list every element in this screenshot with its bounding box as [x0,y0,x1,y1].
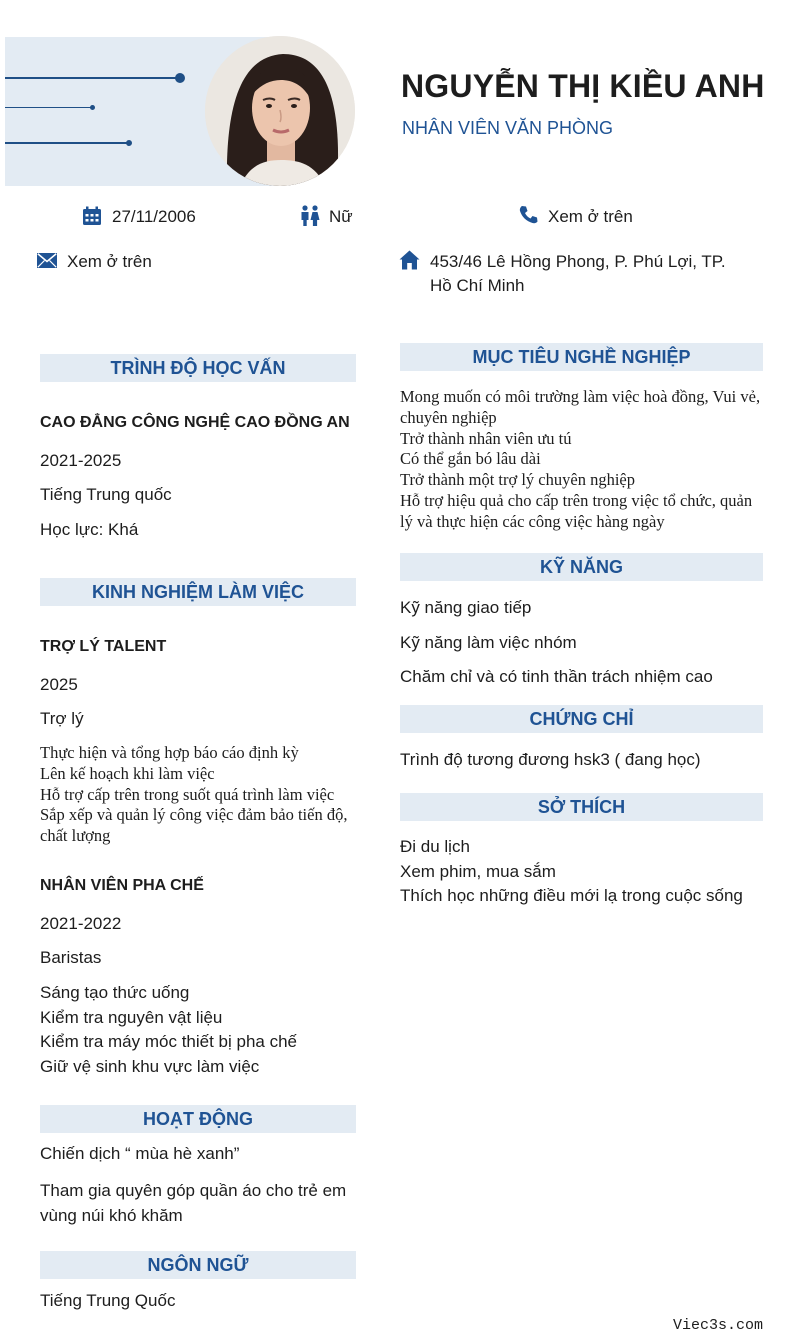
education-heading: TRÌNH ĐỘ HỌC VẤN [40,354,356,382]
objective-lines [400,387,766,533]
gender-icon [300,205,320,227]
languages-heading: NGÔN NGỮ [40,1251,356,1279]
birthday-text: 27/11/2006 [112,207,196,226]
hobbies-list [400,835,743,909]
profile-photo [205,36,355,186]
job1-duties [40,743,356,847]
certificates-heading: CHỨNG CHỈ [400,705,763,733]
skill-item: Kỹ năng làm việc nhóm [400,633,577,652]
decorative-dot [90,105,95,110]
list-item: Hỗ trợ cấp trên trong suốt quá trình làm việc [40,784,335,804]
list-item: Thích học những điều mới lạ trong cuộc sống [400,886,743,906]
decorative-line [5,77,180,79]
decorative-line [5,107,93,108]
list-item: Thực hiện và tổng hợp báo cáo định kỳ [40,743,299,762]
list-item: Có thể gắn bó lâu dài [400,449,541,469]
phone-icon [518,205,538,225]
certificate-item: Trình độ tương đương hsk3 ( đang học) [400,750,701,769]
list-item: Lên kế hoạch khi làm việc [40,763,215,783]
activities-heading: HOẠT ĐỘNG [40,1105,356,1133]
job2-role: Baristas [40,948,102,967]
skill-item: Kỹ năng giao tiếp [400,598,532,617]
job2-company: NHÂN VIÊN PHA CHẾ [40,877,204,894]
language-item: Tiếng Trung Quốc [40,1291,176,1310]
experience-heading: KINH NGHIỆM LÀM VIỆC [40,578,356,606]
activity-item: Tham gia quyên góp quần áo cho trẻ em vùng núi khó khăm [40,1181,347,1225]
list-item: Trở thành một trợ lý chuyên nghiệp [400,470,635,490]
decorative-dot [126,140,132,146]
list-item: Đi du lịch [400,837,470,856]
job1-company: TRỢ LÝ TALENT [40,638,167,655]
objective-heading: MỤC TIÊU NGHỀ NGHIỆP [400,343,763,371]
envelope-icon [37,253,57,268]
education-years: 2021-2025 [40,451,122,470]
education-grade: Học lực: Khá [40,520,139,539]
job2-years: 2021-2022 [40,914,122,933]
gender-text: Nữ [329,207,353,226]
activity-item: Chiến dịch “ mùa hè xanh” [40,1144,240,1163]
address-line2: Hồ Chí Minh [430,276,525,295]
home-icon [399,250,420,270]
watermark: Viec3s.com [673,1317,764,1334]
skills-heading: KỸ NĂNG [400,553,763,581]
calendar-icon [82,206,102,226]
decorative-dot [175,73,185,83]
education-major: Tiếng Trung quốc [40,485,172,504]
address-line1: 453/46 Lê Hồng Phong, P. Phú Lợi, TP. [430,252,726,271]
email-text: Xem ở trên [67,252,152,271]
candidate-name: NGUYỄN THỊ KIỀU ANH [401,68,765,104]
list-item: Xem phim, mua sắm [400,861,556,881]
list-item: Kiểm tra máy móc thiết bị pha chế [40,1032,298,1052]
hobbies-heading: SỞ THÍCH [400,793,763,821]
phone-text: Xem ở trên [548,207,633,226]
job-title: NHÂN VIÊN VĂN PHÒNG [402,118,614,138]
job1-year: 2025 [40,675,78,694]
job1-role: Trợ lý [40,709,84,728]
portrait-icon [205,36,355,186]
skill-item: Chăm chỉ và có tinh thần trách nhiệm cao [400,667,713,686]
address-info [399,250,739,300]
list-item: Mong muốn có môi trường làm việc hoà đồng, Vui vẻ, chuyên nghiệp [400,387,761,427]
list-item: Sáng tạo thức uống [40,983,190,1002]
list-item: Sắp xếp và quản lý công việc đảm bảo tiến độ, chất lượng [40,805,348,846]
job2-duties [40,981,297,1079]
education-school: CAO ĐẲNG CÔNG NGHỆ CAO ĐỒNG AN [40,414,350,431]
list-item: Trở thành nhân viên ưu tú [400,428,572,448]
list-item: Giữ vệ sinh khu vực làm việc [40,1056,260,1076]
decorative-line [5,142,129,144]
list-item: Hỗ trợ hiệu quả cho cấp trên trong việc tổ chức, quản lý và thực hiện các công việc hàng ngày [400,490,753,531]
list-item: Kiểm tra nguyên vật liệu [40,1007,223,1027]
